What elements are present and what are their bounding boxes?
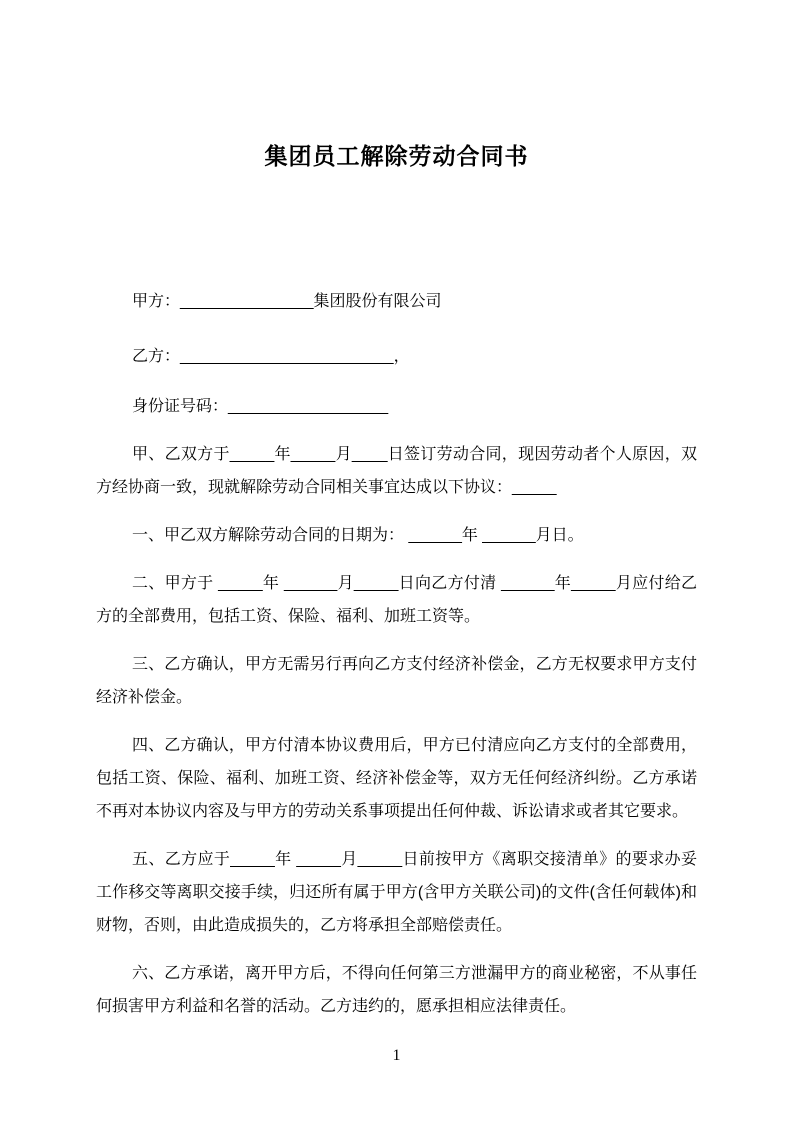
intro-paragraph: 甲、乙双方于_____年_____月____日签订劳动合同，现因劳动者个人原因，双方经协商一致，现就解除劳动合同相关事宜达成以下协议：_____	[96, 446, 697, 496]
clause-5: 五、乙方应于_____年 _____月_____日前按甲方《离职交接清单》的要求办妥工作移交等离职交接手续，归还所有属于甲方(含甲方关联公司)的文件(含任何载体)和财物，否则，由此造成损失的，乙方将承担全部赔偿责任。	[96, 851, 697, 934]
page-number: 1	[392, 1047, 401, 1064]
clause-6: 六、乙方承诺，离开甲方后，不得向任何第三方泄漏甲方的商业秘密，不从事任何损害甲方利益和名誉的活动。乙方违约的，愿承担相应法律责任。	[96, 965, 697, 1015]
party-b-line: 乙方：________________________，	[132, 348, 410, 365]
clause-1: 一、甲乙双方解除劳动合同的日期为： ______年 ______月日。	[132, 527, 584, 544]
clause-3: 三、乙方确认，甲方无需另行再向乙方支付经济补偿金，乙方无权要求甲方支付经济补偿金。	[96, 656, 697, 706]
document-title: 集团员工解除劳动合同书	[264, 143, 529, 169]
clause-2: 二、甲方于 _____年 ______月_____日向乙方付清 ______年_____月应付给乙方的全部费用，包括工资、保险、福利、加班工资等。	[96, 575, 697, 625]
id-number-line: 身份证号码：__________________	[132, 398, 389, 415]
clause-4: 四、乙方确认，甲方付清本协议费用后，甲方已付清应向乙方支付的全部费用，包括工资、保险、福利、加班工资、经济补偿金等，双方无任何经济纠纷。乙方承诺不再对本协议内容及与甲方的劳动关系事项提出任何仲裁、诉讼请求或者其它要求。	[96, 737, 697, 820]
party-a-line: 甲方：_______________集团股份有限公司	[132, 293, 442, 310]
